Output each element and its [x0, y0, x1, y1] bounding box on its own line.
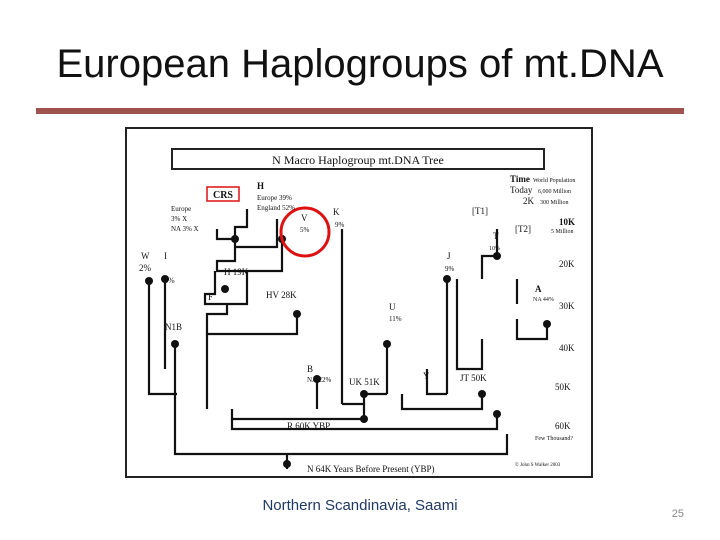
- branch-r-left: [232, 404, 364, 419]
- label-b-pct: NA 22%: [307, 376, 332, 384]
- label-t: T: [493, 231, 499, 241]
- branch-v: [235, 219, 277, 247]
- label-30k: 30K: [559, 301, 575, 311]
- branch-a: [517, 319, 547, 339]
- label-world-pop: World Population: [533, 178, 576, 184]
- label-10k: 10K: [559, 217, 576, 227]
- label-2k: 2K: [523, 196, 534, 206]
- label-pop-5: 5 Million: [551, 229, 574, 235]
- label-jt50: JT 50K: [460, 373, 487, 383]
- node-n1b: [171, 340, 179, 348]
- label-k-pct: 9%: [335, 221, 345, 229]
- tree-header: N Macro Haplogroup mt.DNA Tree: [272, 153, 444, 167]
- branch-jt: [402, 394, 482, 409]
- label-k: K: [333, 207, 340, 217]
- label-h19: H 19K: [224, 267, 249, 277]
- label-t-pct: 10%: [489, 246, 500, 252]
- node-t: [493, 252, 501, 260]
- label-w: W: [141, 251, 150, 261]
- label-20k: 20K: [559, 259, 575, 269]
- page-number: 25: [671, 508, 684, 520]
- label-x-na: NA 3% X: [171, 225, 199, 233]
- label-pop-300: 300 Million: [540, 200, 569, 206]
- haplogroup-tree-diagram: [127, 129, 591, 476]
- label-copyright: © John S Walker 2003: [515, 463, 561, 468]
- label-b: B: [307, 364, 314, 374]
- slide-caption: Northern Scandinavia, Saami: [262, 497, 458, 514]
- label-time: Time: [510, 174, 530, 184]
- node-u: [383, 340, 391, 348]
- label-uk51: UK 51K: [349, 377, 380, 387]
- branch-w: [149, 281, 177, 394]
- node-hv28: [293, 310, 301, 318]
- label-r60: R 60K YBP: [287, 421, 331, 431]
- haplogroup-tree-image: [125, 127, 593, 478]
- label-t1: [T1]: [472, 206, 488, 216]
- branch-h: [235, 209, 247, 239]
- label-40k: 40K: [559, 343, 575, 353]
- label-hv28: HV 28K: [266, 290, 297, 300]
- node-r60: [493, 410, 501, 418]
- label-h-en: England 52%: [257, 204, 295, 212]
- label-pop-6000: 6,000 Million: [538, 189, 572, 195]
- label-50k: 50K: [555, 382, 571, 392]
- label-n64: N 64K Years Before Present (YBP): [307, 464, 435, 474]
- title-divider: [36, 108, 684, 114]
- node-h19: [221, 285, 229, 293]
- node-r: [360, 415, 368, 423]
- label-x-eu: Europe: [171, 205, 192, 213]
- label-a-pct: NA 44%: [533, 297, 554, 303]
- tree-branches: [149, 209, 547, 469]
- slide-title: European Haplogroups of mt.DNA: [56, 42, 664, 86]
- crs-label: CRS: [212, 190, 234, 201]
- branch-t: [457, 279, 482, 369]
- node-j: [443, 275, 451, 283]
- label-h-eu: Europe 39%: [257, 194, 292, 202]
- node-jt: [478, 390, 486, 398]
- label-v-pct: 5%: [300, 226, 310, 234]
- branch-hv28: [207, 304, 297, 334]
- label-u: U: [389, 302, 396, 312]
- tree-nodes: [145, 235, 551, 468]
- label-n1b: N1B: [165, 322, 183, 332]
- label-few-thousand: Few Thousand?: [535, 436, 574, 442]
- branch-y: [427, 369, 447, 394]
- label-60k: 60K: [555, 421, 571, 431]
- node-h: [231, 235, 239, 243]
- label-y: Y: [423, 371, 430, 381]
- label-i-pct: 5%: [164, 276, 175, 285]
- node-a: [543, 320, 551, 328]
- label-j-pct: 9%: [445, 265, 455, 273]
- label-f: F: [208, 292, 214, 302]
- node-uk: [360, 390, 368, 398]
- label-v: V: [301, 213, 308, 223]
- label-t2: [T2]: [515, 224, 531, 234]
- label-a: A: [535, 284, 542, 294]
- node-n64: [283, 460, 291, 468]
- label-i: I: [164, 251, 167, 261]
- label-today: Today: [510, 185, 533, 195]
- node-w: [145, 277, 153, 285]
- label-u-pct: 11%: [389, 315, 402, 323]
- label-w-pct: 2%: [139, 263, 151, 273]
- label-x-pct: 3% X: [171, 215, 188, 223]
- label-h: H: [257, 181, 265, 191]
- label-j: J: [447, 251, 451, 261]
